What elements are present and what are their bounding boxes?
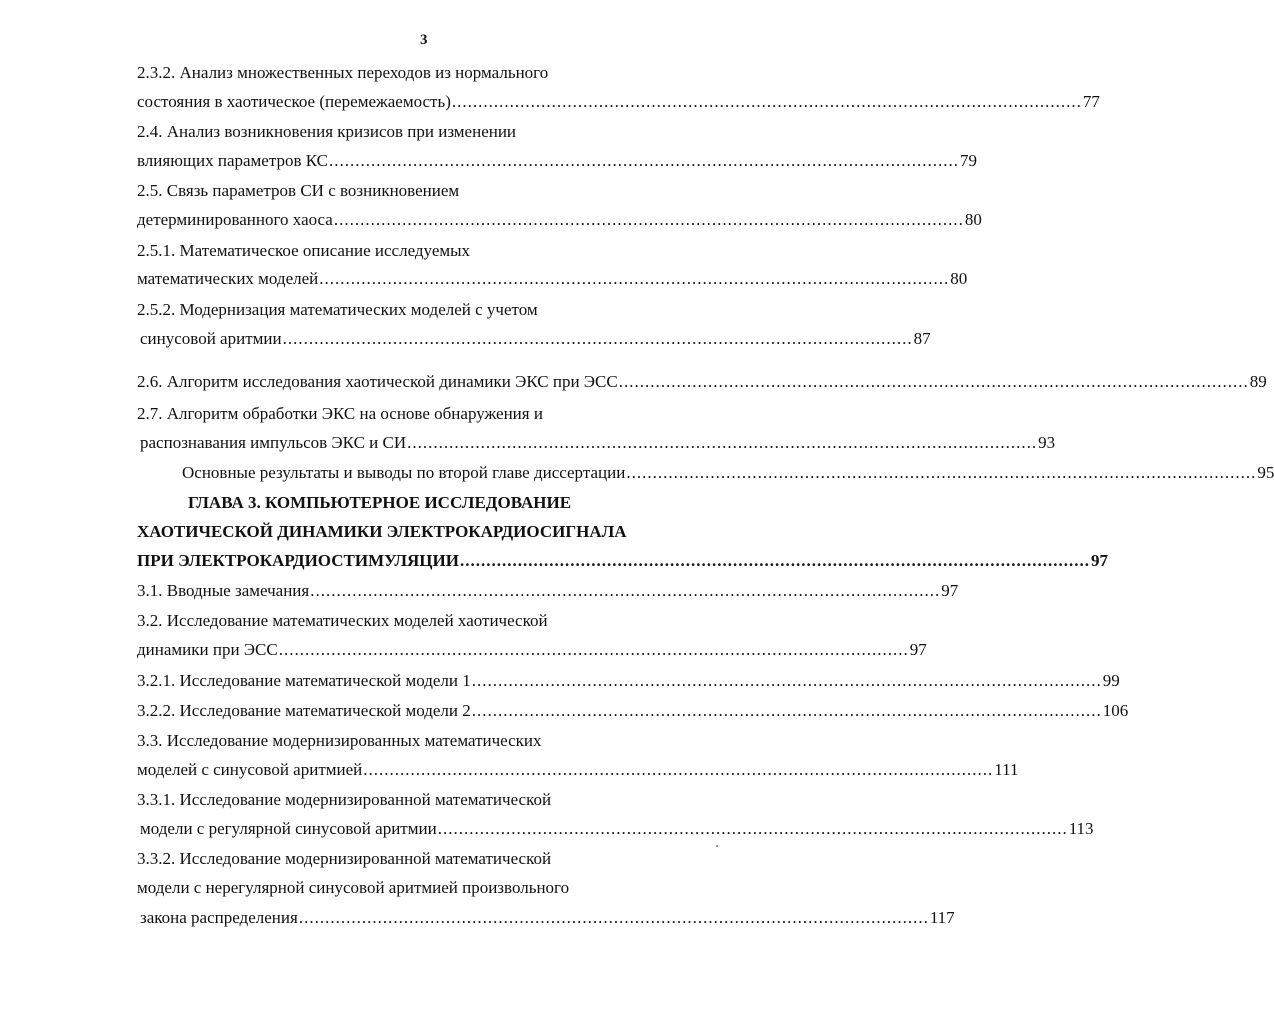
toc-entry-2-3-2-line1: 2.3.2. Анализ множественных переходов из нормального: [137, 63, 549, 82]
dot-leader: ........................................................................................................................: [451, 92, 1082, 111]
toc-entry-3-3-2-line1: 3.3.2. Исследование модернизированной математической: [137, 849, 552, 868]
toc-page-number: 80: [950, 269, 968, 288]
toc-page-number: 97: [909, 640, 927, 659]
chapter-3-heading-line1: ГЛАВА 3. КОМПЬЮТЕРНОЕ ИССЛЕДОВАНИЕ: [188, 493, 572, 512]
chapter-3-heading-line2: ХАОТИЧЕСКОЙ ДИНАМИКИ ЭЛЕКТРОКАРДИОСИГНАЛА: [137, 522, 627, 541]
toc-page-number: 77: [1082, 92, 1100, 111]
toc-page-number: 97: [941, 581, 959, 600]
dot-leader: ........................................................................................................................: [618, 372, 1249, 391]
toc-entry-3-3-line2: [137, 759, 1019, 781]
toc-page-number: 95: [1257, 463, 1274, 482]
dot-leader: ........................................................................................................................: [437, 819, 1068, 838]
dot-leader: ........................................................................................................................: [333, 210, 964, 229]
toc-page-number: 113: [1068, 819, 1094, 838]
toc-entry-2-7-line2: [140, 432, 1056, 454]
toc-entry-3-2-2: [137, 700, 1129, 722]
toc-entry-text: распознавания импульсов ЭКС и СИ: [140, 433, 407, 452]
toc-entry-3-3-2-line3: [140, 907, 955, 929]
toc-entry-3-3-1-line2: [140, 818, 1094, 840]
toc-page-number: 87: [913, 329, 931, 348]
toc-page-number: 97: [1090, 551, 1108, 570]
toc-entry-2-7-line1: 2.7. Алгоритм обработки ЭКС на основе обнаружения и: [137, 404, 543, 423]
dot-leader: ........................................................................................................................: [363, 760, 994, 779]
dot-leader: ........................................................................................................................: [329, 151, 960, 170]
toc-entry-2-5-line1: 2.5. Связь параметров СИ с возникновением: [137, 181, 460, 200]
toc-entry-text: закона распределения: [140, 908, 298, 927]
toc-entry-3-3-line1: 3.3. Исследование модернизированных математических: [137, 731, 542, 750]
toc-page-number: 99: [1102, 671, 1120, 690]
toc-entry-text: динамики при ЭСС: [137, 640, 278, 659]
dot-leader: ........................................................................................................................: [282, 329, 913, 348]
toc-entry-2-5-2-line1: 2.5.2. Модернизация математических моделей с учетом: [137, 300, 538, 319]
dot-leader: ........................................................................................................................: [407, 433, 1038, 452]
toc-entry-text: 2.6. Алгоритм исследования хаотической динамики ЭКС при ЭСС: [137, 372, 618, 391]
dot-leader: ........................................................................................................................: [459, 551, 1090, 570]
toc-entry-2-5-1-line1: 2.5.1. Математическое описание исследуемых: [137, 241, 471, 260]
toc-entry-text: синусовой аритмии: [140, 329, 282, 348]
dot-leader: ........................................................................................................................: [310, 581, 941, 600]
toc-entry-text: Основные результаты и выводы по второй главе диссертации: [182, 463, 626, 482]
dot-leader: ........................................................................................................................: [471, 701, 1102, 720]
toc-entry-2-4-line1: 2.4. Анализ возникновения кризисов при изменении: [137, 122, 517, 141]
toc-entry-2-5-line2: [137, 209, 982, 231]
toc-page-number: 106: [1102, 701, 1129, 720]
dot-leader: ........................................................................................................................: [626, 463, 1257, 482]
page-number: 3: [420, 32, 428, 48]
toc-page-number: 80: [964, 210, 982, 229]
toc-entry-text: детерминированного хаоса: [137, 210, 333, 229]
toc-entry-3-1: [137, 580, 959, 602]
toc-entry-text: влияющих параметров КС: [137, 151, 329, 170]
toc-entry-text: моделей с синусовой аритмией: [137, 760, 363, 779]
toc-entry-3-2-line2: [137, 639, 927, 661]
dot-leader: ........................................................................................................................: [278, 640, 909, 659]
toc-page-number: 89: [1249, 372, 1267, 391]
toc-entry-2-6: [137, 371, 1267, 393]
dot-leader: ........................................................................................................................: [298, 908, 929, 927]
toc-entry-3-2-1: [137, 670, 1120, 692]
toc-page-number: 79: [960, 151, 978, 170]
toc-entry-2-3-2-line2: [137, 91, 1100, 113]
toc-entry-3-3-2-line2: модели с нерегулярной синусовой аритмией произвольного: [137, 878, 570, 897]
toc-entry-text: состояния в хаотическое (перемежаемость): [137, 92, 451, 111]
toc-entry-text: 3.1. Вводные замечания: [137, 581, 310, 600]
toc-entry-chapter2-summary: [182, 462, 1274, 484]
toc-entry-text: 3.2.1. Исследование математической модели 1: [137, 671, 471, 690]
toc-entry-2-5-2-line2: [140, 328, 931, 350]
toc-entry-text: 3.2.2. Исследование математической модели 2: [137, 701, 471, 720]
toc-page-number: 111: [994, 760, 1019, 779]
toc-page-number: 117: [929, 908, 955, 927]
dot-leader: ........................................................................................................................: [471, 671, 1102, 690]
toc-entry-text: модели с регулярной синусовой аритмии: [140, 819, 437, 838]
toc-entry-3-3-1-line1: 3.3.1. Исследование модернизированной математической: [137, 790, 552, 809]
dot-leader: ........................................................................................................................: [319, 269, 950, 288]
toc-entry-text: ПРИ ЭЛЕКТРОКАРДИОСТИМУЛЯЦИИ: [137, 551, 459, 570]
chapter-3-heading-line3: [137, 550, 1108, 572]
toc-page-number: 93: [1038, 433, 1056, 452]
scan-speck: [716, 845, 718, 847]
toc-entry-2-5-1-line2: [137, 268, 968, 290]
toc-entry-text: математических моделей: [137, 269, 319, 288]
toc-entry-2-4-line2: [137, 150, 978, 172]
toc-entry-3-2-line1: 3.2. Исследование математических моделей хаотической: [137, 611, 548, 630]
